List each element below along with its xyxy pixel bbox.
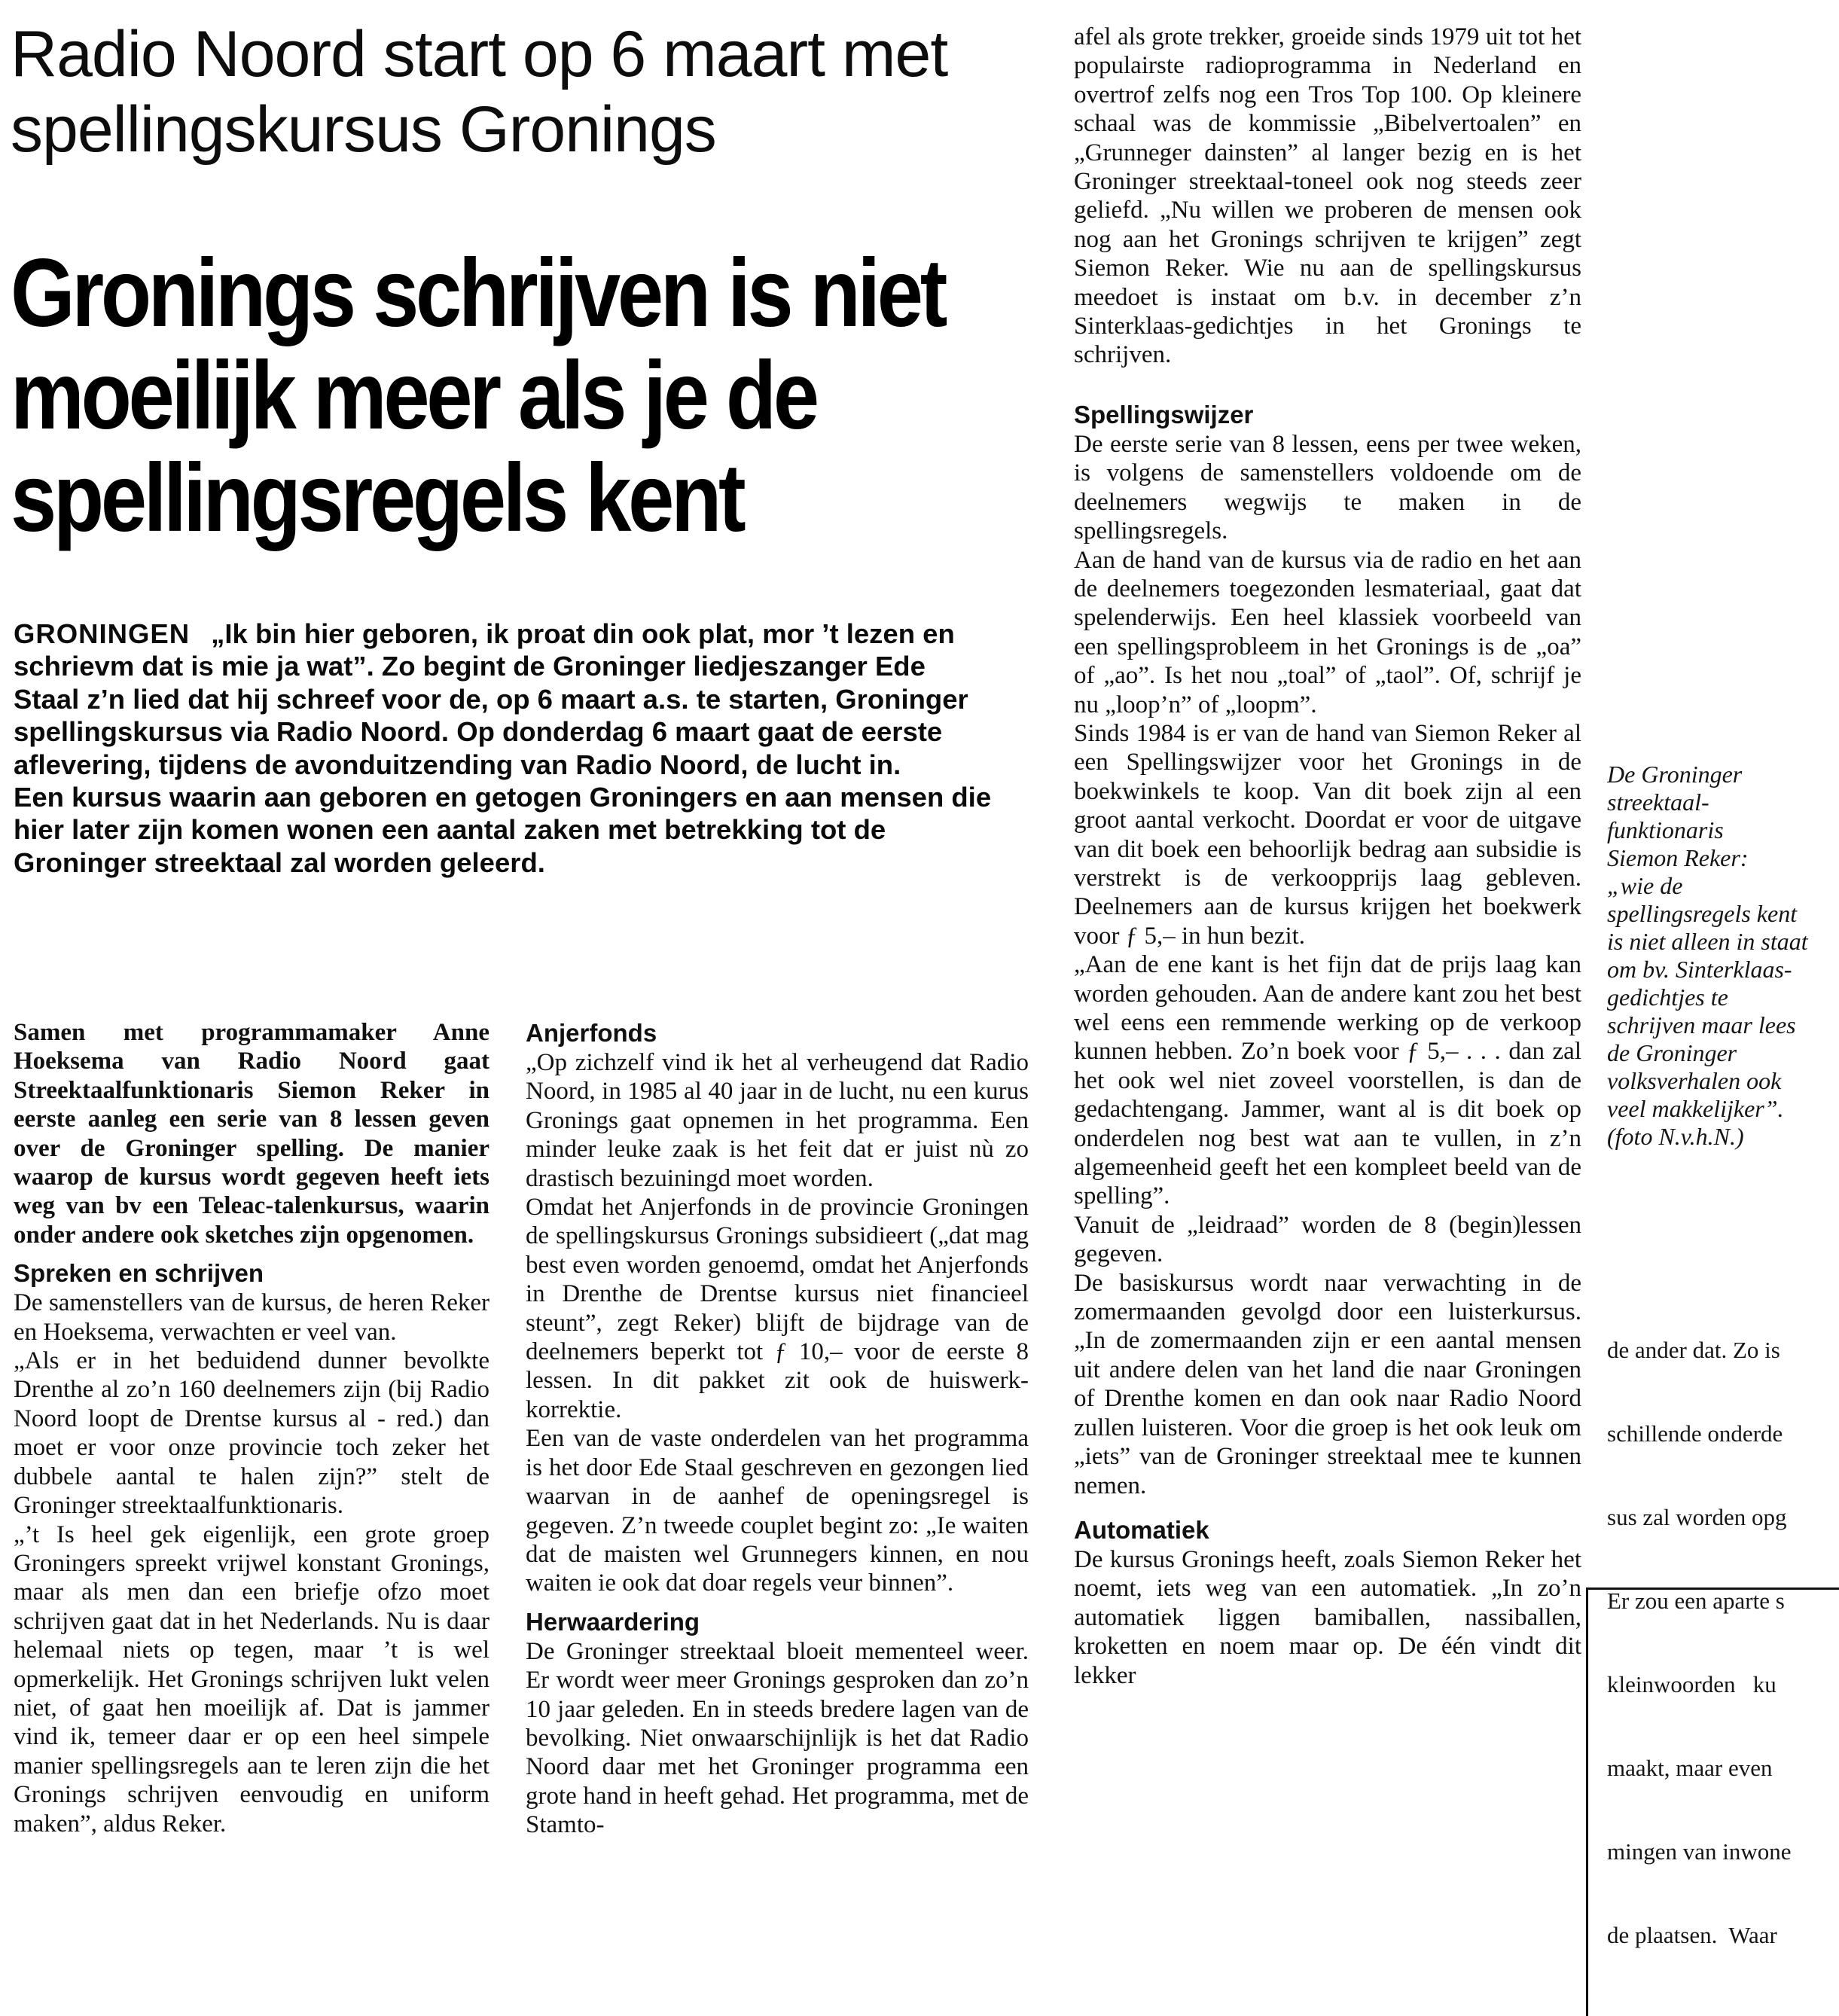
edge-line: kleinwoorden ku — [1607, 1671, 1776, 1697]
column-2-paragraph-1: „Op zichzelf vind ik het al verheugend dat Radio Noord, in 1985 al 40 jaar in de lucht, nu een kurus Gronings gaat opnemen in het programma. Een minder leuke zaak is het feit dat er juist nù zo drastisch bezuiningd moet worden. — [526, 1049, 1029, 1192]
caption-line: funktionaris — [1607, 816, 1724, 843]
column-2 — [526, 1018, 1029, 1840]
caption-line: spellingsregels kent — [1607, 900, 1798, 927]
column-2-paragraph-4: De Groninger streektaal bloeit mementeel weer. Er wordt weer meer Gronings gesproken dan zo’n 10 jaar geleden. En in steeds bredere lagen van de bevolking. Niet onwaarschijnlijk is het dat Radio Noord daar met het Groninger programma een grote hand in heeft gehad. Het programma, met de Stamto- — [526, 1637, 1029, 1839]
column-3-paragraph-3: Sinds 1984 is er van de hand van Siemon Reker al een Spellingswijzer voor het Gronings in de boekwinkels te koop. Van dit boek zijn al een groot aantal verkocht. Doordat er voor de uitgave van dit boek een behoorlijk bedrag aan subsidie is verstrekt is de verkoopprijs laag gebleven. Deelnemers aan de kursus krijgen het boekwerk voor ƒ 5,– in hun bezit. — [1074, 719, 1581, 950]
caption-line: Siemon Reker: — [1607, 844, 1749, 871]
column-3-paragraph-6: De basiskursus wordt naar verwachting in de zomermaanden gevolgd door een luisterkursus. „In de zomermaanden zijn er een aantal mensen uit andere delen van het land die naar Groningen of Drenthe komen en dan ook naar Radio Noord zullen luisteren. Voor die groep is het ook leuk om „iets” van de Groninger streektaal mee te kunnen nemen. — [1074, 1269, 1581, 1499]
column-3-paragraph-5: Vanuit de „leidraad” worden de 8 (begin)lessen gegeven. — [1074, 1211, 1581, 1268]
column-3-paragraph-4: „Aan de ene kant is het fijn dat de prijs laag kan worden gehouden. Aan de andere kant zou het best wel eens een remmende werking op de verkoop kunnen hebben. Zo’n boek voor ƒ 5,– . . . dan zal het ook wel niet zoveel voorstellen, is dan de gedachtengang. Jammer, want al is dit boek op onderdelen nog best wat aan te vullen, in z’n algemeenheid geeft het een kompleet beeld van de spelling”. — [1074, 951, 1581, 1210]
caption-line: streektaal- — [1607, 788, 1709, 816]
caption-line: de Groninger — [1607, 1039, 1737, 1066]
caption-line: gedichtjes te — [1607, 984, 1728, 1011]
lead-text: „Ik bin hier geboren, ik proat din ook plat, mor ’t lezen en schrievm dat is mie ja wat”. Zo begint de Groninger liedjeszanger Ede Staal z’n lied dat hij schreef voor de, op 6 maart a.s. te starten, Groninger spellingskursus via Radio Noord. Op donderdag 6 maart gaat de eerste aflevering, tijdens de avonduitzending van Radio Noord, de lucht in. — [14, 618, 968, 780]
column-2-paragraph-3: Een van de vaste onderdelen van het programma is het door Ede Staal geschreven en gezongen lied waarvan in de aanhef de openingsregel is gegeven. Z’n tweede couplet begint zo: „Ie waiten dat de maisten wel Grunnegers kinnen, en nou waiten ie ook dat doar regels veur binnen”. — [526, 1425, 1029, 1597]
edge-line: de ander dat. Zo is — [1607, 1337, 1780, 1363]
caption-line: (foto N.v.h.N.) — [1607, 1123, 1744, 1150]
caption-line: „wie de — [1607, 872, 1683, 899]
lead-first-block — [14, 618, 993, 781]
caption-line: om bv. Sinterklaas- — [1607, 956, 1792, 983]
column-1-paragraph-2: „Als er in het beduidend dunner bevolkte Drenthe al zo’n 160 deelnemers zijn (bij Radio Noord loopt de Drentse kursus al - red.) dan moet er voor onze provincie toch zeker het dubbele aantal te halen zijn?” stelt de Groninger streektaalfunktionaris. — [14, 1347, 489, 1520]
subheading-spellingswijzer: Spellingswijzer — [1074, 400, 1254, 429]
intro-paragraph: Samen met programmamaker Anne Hoeksema van Radio Noord gaat Streektaalfunktionaris Siemon Reker in eerste aanleg een serie van 8 lessen geven over de Groninger spelling. De manier waarop de kursus wordt gegeven heeft iets weg van bv een Teleac-talenkursus, waarin onder andere ook sketches zijn opgenomen. — [14, 1019, 489, 1249]
column-3-paragraph-1: De eerste serie van 8 lessen, eens per twee weken, is volgens de samenstellers voldoende om de deelnemers wegwijs te maken in de spellingsregels. — [1074, 430, 1581, 545]
caption-line: schrijven maar lees — [1607, 1011, 1796, 1038]
edge-line: maakt, maar even — [1607, 1755, 1773, 1781]
caption-line: veel makkelijker”. — [1607, 1095, 1784, 1122]
subheading-automatiek: Automatiek — [1074, 1515, 1209, 1544]
caption-line: De Groninger — [1607, 761, 1743, 788]
caption-line: is niet alleen in staat — [1607, 928, 1808, 955]
lead-paragraph — [14, 618, 993, 879]
lead-second-block: Een kursus waarin aan geboren en getogen Groningers en aan mensen die hier later zijn komen wonen een aantal zaken met betrekking tot de Groninger streektaal zal worden geleerd. — [14, 782, 992, 878]
column-2-paragraph-2: Omdat het Anjerfonds in de provincie Groningen de spellingskursus Gronings subsidieert („dat mag best even worden genoemd, omdat het Anjerfonds in Drenthe de Drentse kursus niet financieel steunt”, zegt Reker) blijft de bijdrage van de deelnemers beperkt tot ƒ 10,– voor de eerste 8 lessen. In dit pakket zit ook de huiswerk-korrektie. — [526, 1194, 1029, 1423]
subheading-anjerfonds: Anjerfonds — [526, 1019, 657, 1047]
photo-caption — [1607, 761, 1839, 1151]
subheading-spreken: Spreken en schrijven — [14, 1259, 264, 1288]
dateline: GRONINGEN — [14, 618, 191, 649]
headline: Gronings schrijven is niet moeilijk meer als je de spellingsregels kent — [11, 239, 945, 552]
edge-line: schillende onderde — [1607, 1420, 1783, 1447]
edge-line: sus zal worden opg — [1607, 1504, 1787, 1530]
column-1-paragraph-3: „’t Is heel gek eigenlijk, een grote groep Groningers spreekt vrijwel konstant Gronings, maar als men dan een briefje ofzo moet schrijven gaat dat in het Nederlands. Nu is daar helemaal niets op tegen, maar ’t is wel opmerkelijk. Het Gronings schrijven lukt velen niet, of gaat hen moeilijk af. Dat is jammer vind ik, temeer daar er op een heel simpele manier spellingsregels aan te leren zijn die het Gronings schrijven eenvoudig en uniform maken”, aldus Reker. — [14, 1520, 489, 1838]
column-3 — [1074, 23, 1581, 1690]
subheading-herwaardering: Herwaardering — [526, 1607, 700, 1636]
column-3-paragraph-0: afel als grote trekker, groeide sinds 1979 uit tot het populairste radioprogramma in Nederland en overtrof zelfs nog een Tros Top 100. Op kleinere schaal was de kommissie „Bibelvertoalen” en „Grunneger dainsten” al langer bezig en is het Groninger streektaal-toneel ook nog steeds zeer geliefd. „Nu willen we proberen de mensen ook nog aan het Gronings schrijven te krijgen” zegt Siemon Reker. Wie nu aan de spellingskursus meedoet is instaat om b.v. in december z’n Sinterklaas-gedichtjes in het Gronings te schrijven. — [1074, 23, 1581, 369]
column-1 — [14, 1018, 489, 1838]
column-1-paragraph-1: De samenstellers van de kursus, de heren Reker en Hoeksema, verwachten er veel van. — [14, 1289, 489, 1346]
edge-line: Er zou een aparte s — [1607, 1587, 1785, 1614]
adjacent-photo-frame — [1586, 1587, 1839, 2016]
column-3-paragraph-7: De kursus Gronings heeft, zoals Siemon Reker het noemt, iets weg van een automatiek. „In zo’n automatiek liggen bamiballen, nassiballen, kroketten en noem maar op. De één vindt dit lekker — [1074, 1545, 1581, 1689]
kicker-title: Radio Noord start op 6 maart met spellingskursus Gronings — [11, 18, 948, 166]
column-3-paragraph-2: Aan de hand van de kursus via de radio en het aan de deelnemers toegezonden lesmateriaal, gaat dat spelenderwijs. Een heel klassiek voorbeeld van een spellingsprobleem in het Gronings is de „oa” of „ao”. Is het nou „toal” of „taol”. Of, schrijf je nu „loop’n” of „loopm”. — [1074, 546, 1581, 718]
caption-line: volksverhalen ook — [1607, 1067, 1782, 1094]
edge-line: mingen van inwone — [1607, 1838, 1792, 1865]
edge-line: de plaatsen. Waar — [1607, 1922, 1777, 1948]
